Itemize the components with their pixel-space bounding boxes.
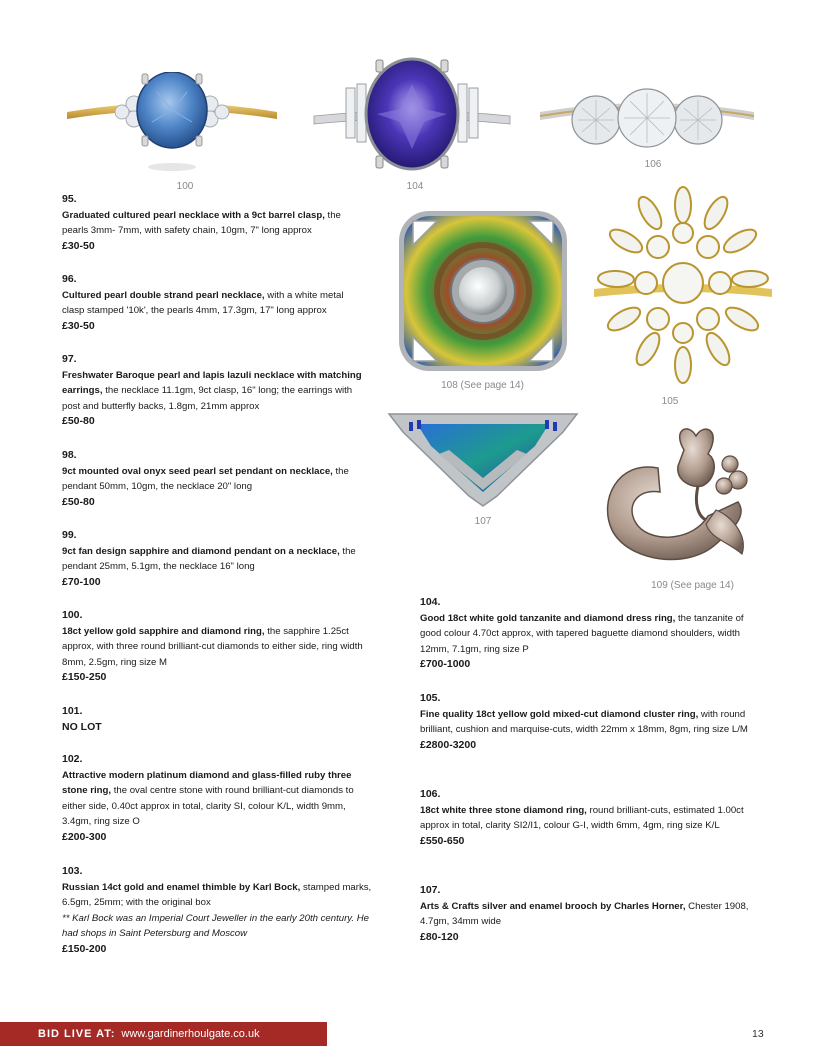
lot-97 bbox=[62, 352, 372, 430]
ring-104-image bbox=[312, 54, 512, 179]
ring-106-image bbox=[538, 86, 756, 158]
lot-description: the pearls 3mm- 7mm, with safety chain, 10gm, 7" long approx bbox=[62, 209, 341, 237]
caption-100: 100 bbox=[176, 181, 194, 192]
lot-number: 107. bbox=[420, 884, 441, 896]
lot-description: the pendant 25mm, 5.1gm, the necklace 16" long bbox=[62, 545, 356, 573]
lot-description: with a white metal clasp stamped '10k', the pearls 4mm, 17.3gm, 17" long approx bbox=[62, 289, 344, 317]
lot-estimate: £150-200 bbox=[62, 942, 107, 955]
footer-bid-live-bar bbox=[0, 1022, 327, 1046]
lot-106 bbox=[420, 787, 765, 849]
lot-number: 103. bbox=[62, 865, 83, 877]
lot-title: Fine quality 18ct yellow gold mixed-cut diamond cluster ring, bbox=[420, 708, 699, 720]
lot-note: ** Karl Bock was an Imperial Court Jeweller in the early 20th century. He had shops in Saint Petersburg and Moscow bbox=[62, 912, 369, 940]
lot-105 bbox=[420, 691, 765, 753]
lot-title: Cultured pearl double strand pearl necklace, bbox=[62, 289, 265, 301]
caption-106: 106 bbox=[644, 159, 662, 170]
lot-number: 105. bbox=[420, 692, 441, 704]
lot-title: Graduated cultured pearl necklace with a 9ct barrel clasp, bbox=[62, 209, 325, 221]
lot-title: 9ct fan design sapphire and diamond pendant on a necklace, bbox=[62, 545, 340, 557]
lot-title: Russian 14ct gold and enamel thimble by Karl Bock, bbox=[62, 881, 301, 893]
lot-description: the pendant 50mm, 10gm, the necklace 20" long bbox=[62, 465, 349, 493]
brooch-107-image bbox=[387, 410, 579, 510]
caption-105: 105 bbox=[661, 396, 679, 407]
lot-96 bbox=[62, 272, 367, 334]
brooch-108-image bbox=[393, 207, 573, 375]
ring-105-image bbox=[592, 183, 774, 388]
lot-95 bbox=[62, 192, 367, 254]
caption-109: 109 (See page 14) bbox=[651, 580, 734, 591]
lot-number: 106. bbox=[420, 788, 441, 800]
lot-description: the oval centre stone with round brilliant-cut diamonds to either side, 0.40ct approx in total, clarity SI, colour K/L, width 9mm, 3.4gm, ring size O bbox=[62, 785, 354, 828]
lot-number: 101. bbox=[62, 705, 83, 717]
lot-description: Chester 1908, 4.7gm, 34mm wide bbox=[420, 900, 749, 928]
lot-101 bbox=[62, 704, 367, 735]
lot-102 bbox=[62, 752, 367, 846]
lot-estimate: NO LOT bbox=[62, 720, 102, 733]
lot-description: with round brilliant, cushion and marquise-cuts, width 22mm x 18mm, 8gm, ring size L/M bbox=[420, 708, 748, 736]
lot-title: 18ct yellow gold sapphire and diamond ring, bbox=[62, 625, 265, 637]
lot-title: 18ct white three stone diamond ring, bbox=[420, 804, 587, 816]
brooch-109-image bbox=[598, 420, 758, 572]
lot-title: Attractive modern platinum diamond and glass-filled ruby three stone ring, bbox=[62, 769, 352, 797]
lot-title: Arts & Crafts silver and enamel brooch by Charles Horner, bbox=[420, 900, 686, 912]
lot-estimate: £200-300 bbox=[62, 830, 107, 843]
lot-104 bbox=[420, 595, 765, 673]
lot-description: the necklace 11.1gm, 9ct clasp, 16" long; the earrings with post and butterfly backs, 1.8gm, 21mm approx bbox=[62, 385, 353, 412]
lot-103 bbox=[62, 864, 372, 958]
lot-107 bbox=[420, 883, 765, 945]
caption-107: 107 bbox=[474, 516, 492, 527]
lot-title: Freshwater Baroque pearl and lapis lazuli necklace with matching earrings, bbox=[62, 369, 362, 397]
lot-98 bbox=[62, 448, 367, 510]
lot-number: 99. bbox=[62, 529, 77, 541]
bid-live-label: BID LIVE AT: bbox=[38, 1028, 116, 1040]
lot-estimate: £30-50 bbox=[62, 319, 95, 332]
lot-estimate: £70-100 bbox=[62, 575, 101, 588]
lot-title: 9ct mounted oval onyx seed pearl set pendant on necklace, bbox=[62, 465, 333, 477]
lot-description: the tanzanite of good colour 4.70ct approx, with tapered baguette diamond shoulders, width 12mm, 7.1gm, ring size P bbox=[420, 612, 744, 655]
lot-number: 95. bbox=[62, 193, 77, 205]
lot-number: 97. bbox=[62, 353, 77, 365]
lot-estimate: £50-80 bbox=[62, 495, 95, 508]
lot-estimate: £700-1000 bbox=[420, 658, 471, 671]
lot-description: stamped marks, 6.5gm, 25mm; with the original box bbox=[62, 881, 372, 909]
lot-99 bbox=[62, 528, 372, 590]
lot-number: 96. bbox=[62, 273, 77, 285]
ring-100-image bbox=[62, 72, 282, 177]
page-number: 13 bbox=[752, 1028, 764, 1040]
lot-description: the sapphire 1.25ct approx, with three round brilliant-cut diamonds to either side, ring width 8mm, 2.5gm, ring size M bbox=[62, 625, 363, 668]
lot-estimate: £50-80 bbox=[62, 415, 95, 428]
lot-number: 102. bbox=[62, 753, 83, 765]
website-link[interactable]: www.gardinerhoulgate.co.uk bbox=[121, 1028, 260, 1040]
lot-number: 104. bbox=[420, 596, 441, 608]
lot-estimate: £2800-3200 bbox=[420, 738, 477, 751]
lot-estimate: £80-120 bbox=[420, 930, 459, 943]
lot-number: 100. bbox=[62, 609, 83, 621]
lot-estimate: £550-650 bbox=[420, 834, 465, 847]
caption-108: 108 (See page 14) bbox=[441, 380, 524, 391]
caption-104: 104 bbox=[406, 181, 424, 192]
lot-description: round brilliant-cuts, estimated 1.00ct approx in total, clarity SI2/I1, colour G-I, width 6mm, 4gm, ring size K/L bbox=[420, 804, 744, 832]
lot-estimate: £30-50 bbox=[62, 239, 95, 252]
lot-number: 98. bbox=[62, 449, 77, 461]
lot-100 bbox=[62, 608, 372, 686]
lot-title: Good 18ct white gold tanzanite and diamond dress ring, bbox=[420, 612, 676, 624]
lot-estimate: £150-250 bbox=[62, 671, 107, 684]
